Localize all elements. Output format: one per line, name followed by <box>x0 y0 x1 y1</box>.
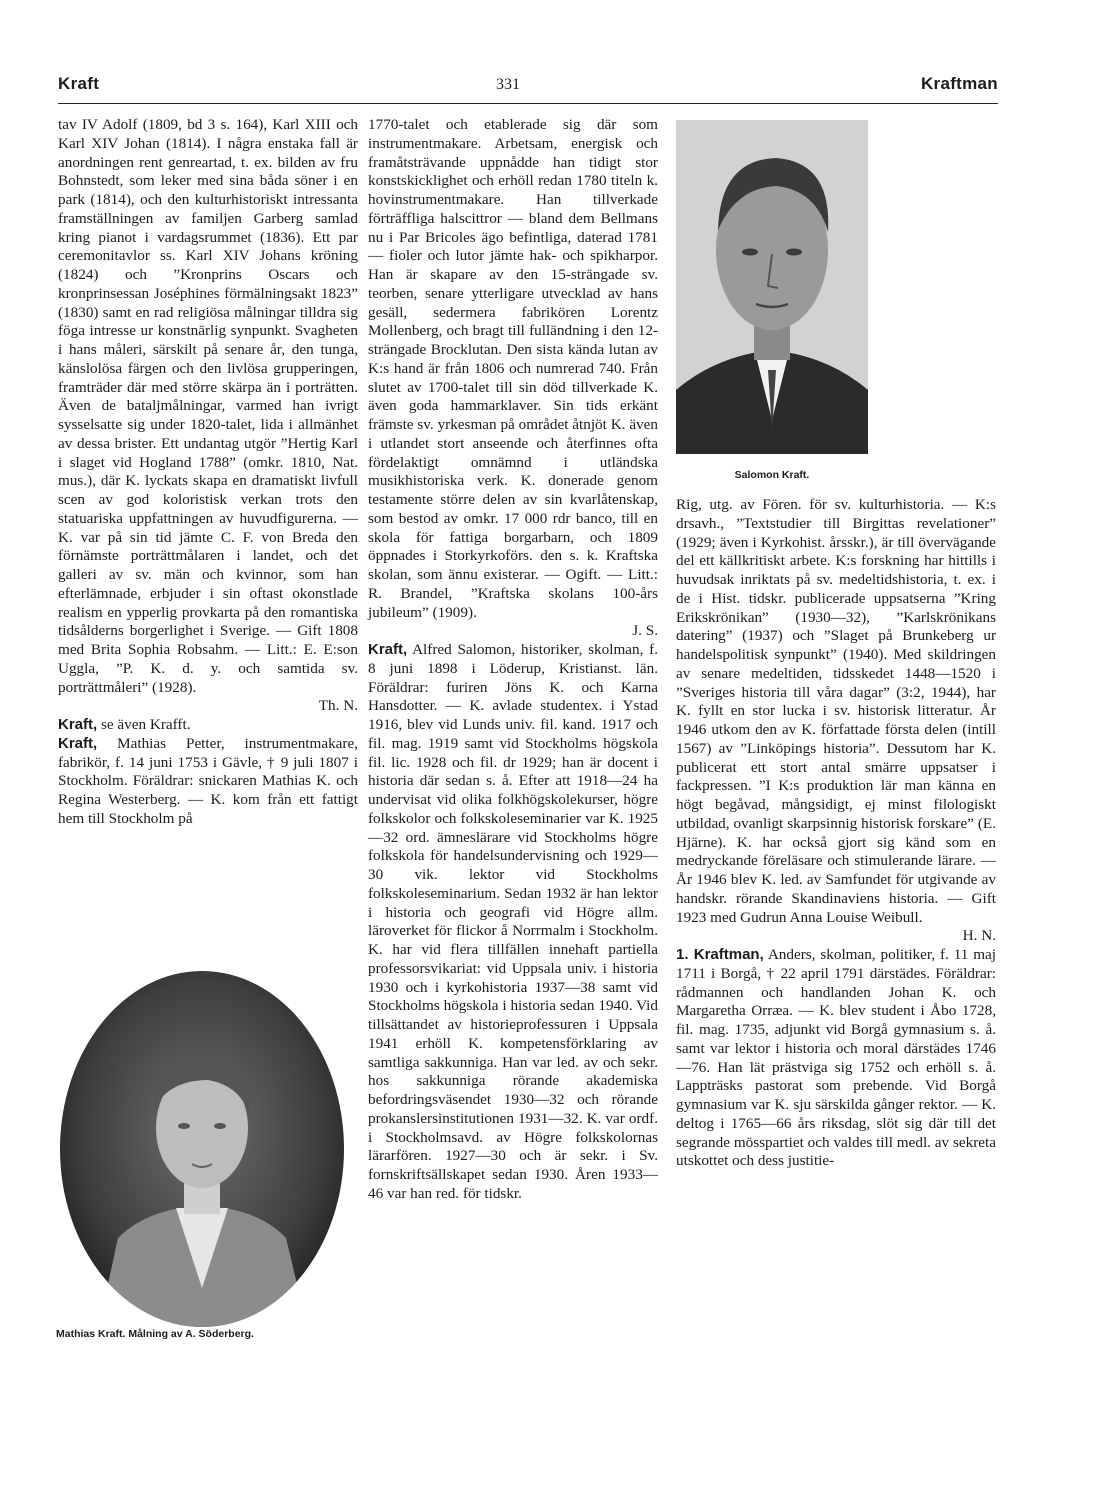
column-3-text <box>676 496 996 1171</box>
entry-headword: Kraft, <box>368 641 408 658</box>
paragraph-continuation: 1770-talet och etablerade sig där som instrumentmakare. Arbetsam, energisk och framåtsträvande uppnådde han tidigt stor konstskicklighet och erhöll redan 1780 titeln k. hovinstrumentmakare. Han tillverkade förträffliga halscittror — bland dem Bellmans nu i Par Bricoles ägo befintliga, daterad 1781 — fioler och lutor jämte hak- och spikharpor. Han är skapare av den 15-strängade sv. teorben, senare ytterligare utvecklad av hans gesäll, sedermera fabrikören Lorentz Mollenberg, och bragt till fulländning i den 12-strängade Brocklutan. Den sista kända lutan av K:s hand är från 1806 och numrerad 740. Från slutet av 1700-talet till sin död tillverkade K. även goda hammarklaver. Sin tids erkänt främste sv. yrkesman på området åtnjöt K. även i utlandet stort anseende och återfinnes ofta fördelaktigt omnämnd i utländska musikhistoriska verk. K. donerade genom testamente större delen av sin kvarlåtenskap, som bestod av omkr. 17 000 rdr banco, till en skola för fattiga borgarbarn, och 1809 öppnades i Storkyrkoförs. den s. k. Kraftska skolan, som ännu existerar. — Ogift. — Litt.: R. Brandel, ”Kraftska skolans 100-års jubileum” (1909). <box>368 116 658 621</box>
photo-caption: Salomon Kraft. <box>734 469 810 481</box>
entry-alfred-salomon-kraft <box>368 641 658 1204</box>
entry-text: Alfred Salomon, historiker, skolman, f. 8 juni 1898 i Löderup, Kristianst. län. Föräldrar: furiren Jöns K. och Karna Hansdotter. — K. avlade studentex. i Ystad 1916, blev vid Lunds univ. fil. kand. 1917 och fil. mag. 1919 samt vid Stockholms högskola fil. lic. 1928 och fil. dr 1929; han är docent i historia där sedan s. å. Efter att 1918—24 ha undervisat vid olika folkhögskolekurser, högre folkskolor och folkskoleseminarier var K. 1925—32 ord. ämneslärare vid Stockholms högre folkskola för handelsundervisning och 1929—30 vik. lektor vid Stockholms folkskoleseminarium. Sedan 1932 är han lektor i historia och geografi vid Högre allm. läroverket för flickor å Norrmalm i Stockholm. K. har vid flera tillfällen innehaft partiella professorsvikariat: vid Uppsala univ. i historia 1930 och i kyrkohistoria 1937—38 samt vid Stockholms högskola i historia sedan 1940. Vid tillsättandet av historieprofessuren i Uppsala 1941 erhöll K. kompetensförklaring av samtliga sakkunniga. Han var led. av och sekr. hos sakkunniga rörande akademiska befordringsväsendet 1930—32 och rörande prokanslersinstitutionen 1931—32. K. var ordf. i Stockholmsavd. av Högre folkskolornas lärarfören. 1927—30 och är sekr. i Sv. fornskriftsällskapet sedan 1930. Åren 1933—46 var han red. för tidskr. <box>368 641 658 1202</box>
signature: Th. N. <box>318 697 358 715</box>
running-head-left: Kraft <box>58 74 100 93</box>
running-head-right: Kraftman <box>920 74 998 93</box>
signature: J. S. <box>632 622 658 640</box>
column-1 <box>58 116 358 829</box>
entry-text: se även Krafft. <box>100 716 191 733</box>
header-rule <box>58 103 998 104</box>
paragraph-continuation: Rig, utg. av Fören. för sv. kulturhistoria. — K:s drsavh., ”Textstudier till Birgittas revelationer” (1929; även i Kyrkohist. årsskr.), är till övervägande del ett källkritiskt arbete. K:s forskning har hittills i huvudsak inriktats på sv. medeltidshistoria, t. ex. i de i Hist. tidskr. publicerade uppsatserna ”Kring Erikskrönikan” (1930—32), ”Karlskrönikans datering” (1937) och ”Slaget på Brunkeberg ur handelspolitisk synpunkt” (1940). Med skildringen av senare medeltiden, tidsskedet 1448—1520 i ”Sveriges historia till våra dagar” (3:2, 1944), har K. fyllt en stor lucka i sv. historisk litteratur. År 1946 utkom den av K. författade första delen (intill 1567) av ”Linköpings historia”. Dessutom har K. publicerat ett stort antal smärre uppsatser i fackpressen. ”I K:s produktion lär man känna en högt begåvad, mångsidigt, ej minst filologiskt utbildad, ovanligt skarpsinnig historisk forskare” (E. Hjärne). K. har också gjort sig känd som en medryckande föreläsare och stimulerande lärare. — År 1946 blev K. led. av Samfundet för utgivande av handskr. rörande Skandinaviens historia. — Gift 1923 med Gudrun Anna Louise Weibull. <box>676 496 996 926</box>
entry-text: Anders, skolman, politiker, f. 11 maj 1711 i Borgå, † 22 april 1791 därstädes. Föräldrar: rådmannen och handlanden Johan K. och Margaretha Orræa. — K. blev student i Åbo 1728, fil. mag. 1735, adjunkt vid Borgå gymnasium s. å. samt var lektor i historia och moral därstädes 1746—76. Han lät prästviga sig 1752 och erhöll s. å. Lappträsks pastorat som prebende. Vid Borgå gymnasium var K. sju särskilda gånger rektor. — K. deltog i 1765—66 års riksdag, slöt sig där till det segrande mösspartiet och valdes till medl. av sekreta utskottet och dess justitie- <box>676 946 996 1170</box>
signature: H. N. <box>962 927 996 945</box>
photo-salomon-kraft <box>676 120 868 454</box>
entry-headword: Kraft, <box>58 716 98 733</box>
paragraph-continuation: tav IV Adolf (1809, bd 3 s. 164), Karl XIII och Karl XIV Johan (1814). I några enstaka fall är anordningen rent genreartad, t. ex. bilden av fru Bohnstedt, som leker med sina båda söner i en park (1814), och den kulturhistoriskt intressanta framställningen av familjen Garberg samlad kring pianot i vardagsrummet (1836). Ett par ceremonitavlor ss. Karl XIV Johans kröning (1824) och ”Kronprins Oscars och kronprinsessan Joséphines förmälningsakt 1823” (1830) samt en rad religiösa målningar tilldra sig föga intresse ur konstnärlig synpunkt. Svagheten i hans måleri, särskilt på senare år, den tunga, känslolösa färgen och den livlösa grupperingen, framträder där med större skärpa än i porträtten. Även de bataljmålningar, varmed han ivrigt sysselsatte sig under 1820-talet, lida i allmänhet av dessa brister. Ett undantag utgör ”Hertig Karl i slaget vid Hogland 1788” (omkr. 1810, Nat. mus.), där K. lyckats skapa en dramatiskt livfull scen av god koloristisk verkan trots den statuariska uppfattningen av huvudfigurerna. — K. var på sin tid jämte C. F. von Breda den förnämste porträttmålaren i landet, och det galleri av sv. män och kvinnor, som han efterlämnade, erbjuder i sin oftast okonstlade realism en ypperlig provkarta på den romantiska tidsålderns borgerlighet i Sverige. — Gift 1808 med Brita Sophia Robsahm. — Litt.: E. E:son Uggla, ”P. K. d. y. och samtida sv. porträttmåleri” (1928). <box>58 116 358 696</box>
column-2 <box>368 116 658 1204</box>
portrait-caption: Mathias Kraft. Målning av A. Söderberg. <box>56 1328 254 1340</box>
entry-see-also <box>58 716 358 735</box>
entry-headword: Kraft, <box>58 734 98 752</box>
entry-mathias-kraft <box>58 735 358 829</box>
entry-headword: 1. Kraftman, <box>676 946 764 963</box>
portrait-painting-mathias-kraft <box>58 968 346 1330</box>
page-number: 331 <box>496 76 520 93</box>
entry-text: Mathias Petter, instrumentmakare, fabrikör, f. 14 juni 1753 i Gävle, † 9 juli 1807 i Stockholm. Föräldrar: snickaren Mathias K. och Regina Westerberg. — K. kom från ett fattigt hem till Stockholm på <box>58 734 358 827</box>
entry-anders-kraftman <box>676 946 996 1171</box>
